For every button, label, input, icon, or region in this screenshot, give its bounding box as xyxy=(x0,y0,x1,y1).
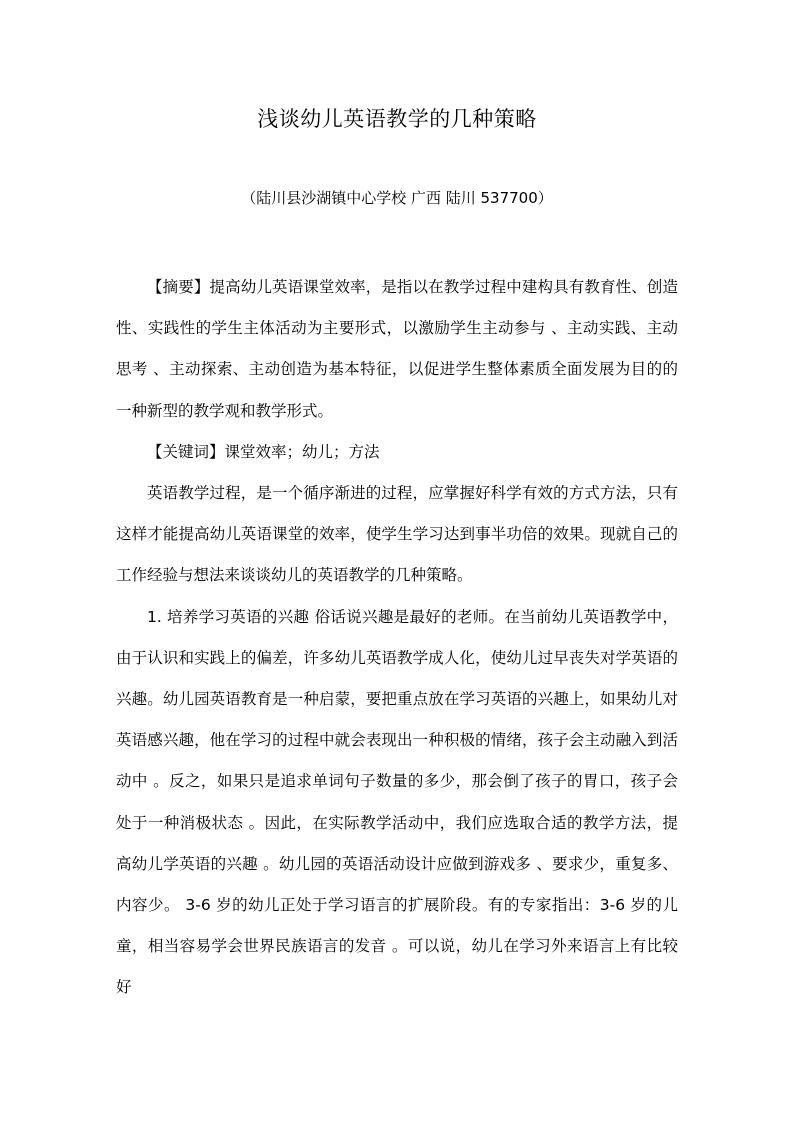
document-body xyxy=(116,267,678,1009)
author-affiliation: （陆川县沙湖镇中心学校 广西 陆川 537700） xyxy=(241,189,553,207)
document-title: 浅谈幼儿英语教学的几种策略 xyxy=(257,107,537,131)
abstract-label: 【摘要】 xyxy=(147,278,210,296)
keywords-label: 【关键词】 xyxy=(147,442,225,461)
keywords-paragraph xyxy=(116,432,678,473)
abstract-text: 提高幼儿英语课堂效率，是指以在教学过程中建构具有教育性、创造性、实践性的学生主体活动为主要形式，以激励学生主动参与 、主动实践、主动思考 、主动探索、主动创造为基本特征，以促进学生整体素质全面发展为目的的一种新型的教学观和教学形式。 xyxy=(116,278,678,420)
keywords-text: 课堂效率；幼儿；方法 xyxy=(224,442,380,461)
abstract-paragraph xyxy=(116,267,678,432)
body-paragraph-intro: 英语教学过程，是一个循序渐进的过程，应掌握好科学有效的方式方法，只有这样才能提高幼儿英语课堂的效率，使学生学习达到事半功倍的效果。现就自己的工作经验与想法来谈谈幼儿的英语教学的几种策略。 xyxy=(116,484,678,585)
body-paragraph-interest: 1. 培养学习英语的兴趣 俗话说兴趣是最好的老师。在当前幼儿英语教学中，由于认识和实践上的偏差，许多幼儿英语教学成人化，使幼儿过早丧失对学英语的兴趣。幼儿园英语教育是一种启蒙，要把重点放在学习英语的兴趣上，如果幼儿对英语感兴趣，他在学习的过程中就会表现出一种积极的情绪，孩子会主动融入到活动中 。反之，如果只是追求单词句子数量的多少，那会倒了孩子的胃口，孩子会处于一种消极状态 。因此，在实际教学活动中，我们应选取合适的教学方法，提高幼儿学英语的兴趣 。幼儿园的英语活动设计应做到游戏多 、要求少，重复多、内容少。 3-6 岁的幼儿正处于学习语言的扩展阶段。有的专家指出：3-6 岁的儿童，相当容易学会世界民族语言的发音 。可以说，幼儿在学习外来语言上有比较好 xyxy=(116,607,678,997)
